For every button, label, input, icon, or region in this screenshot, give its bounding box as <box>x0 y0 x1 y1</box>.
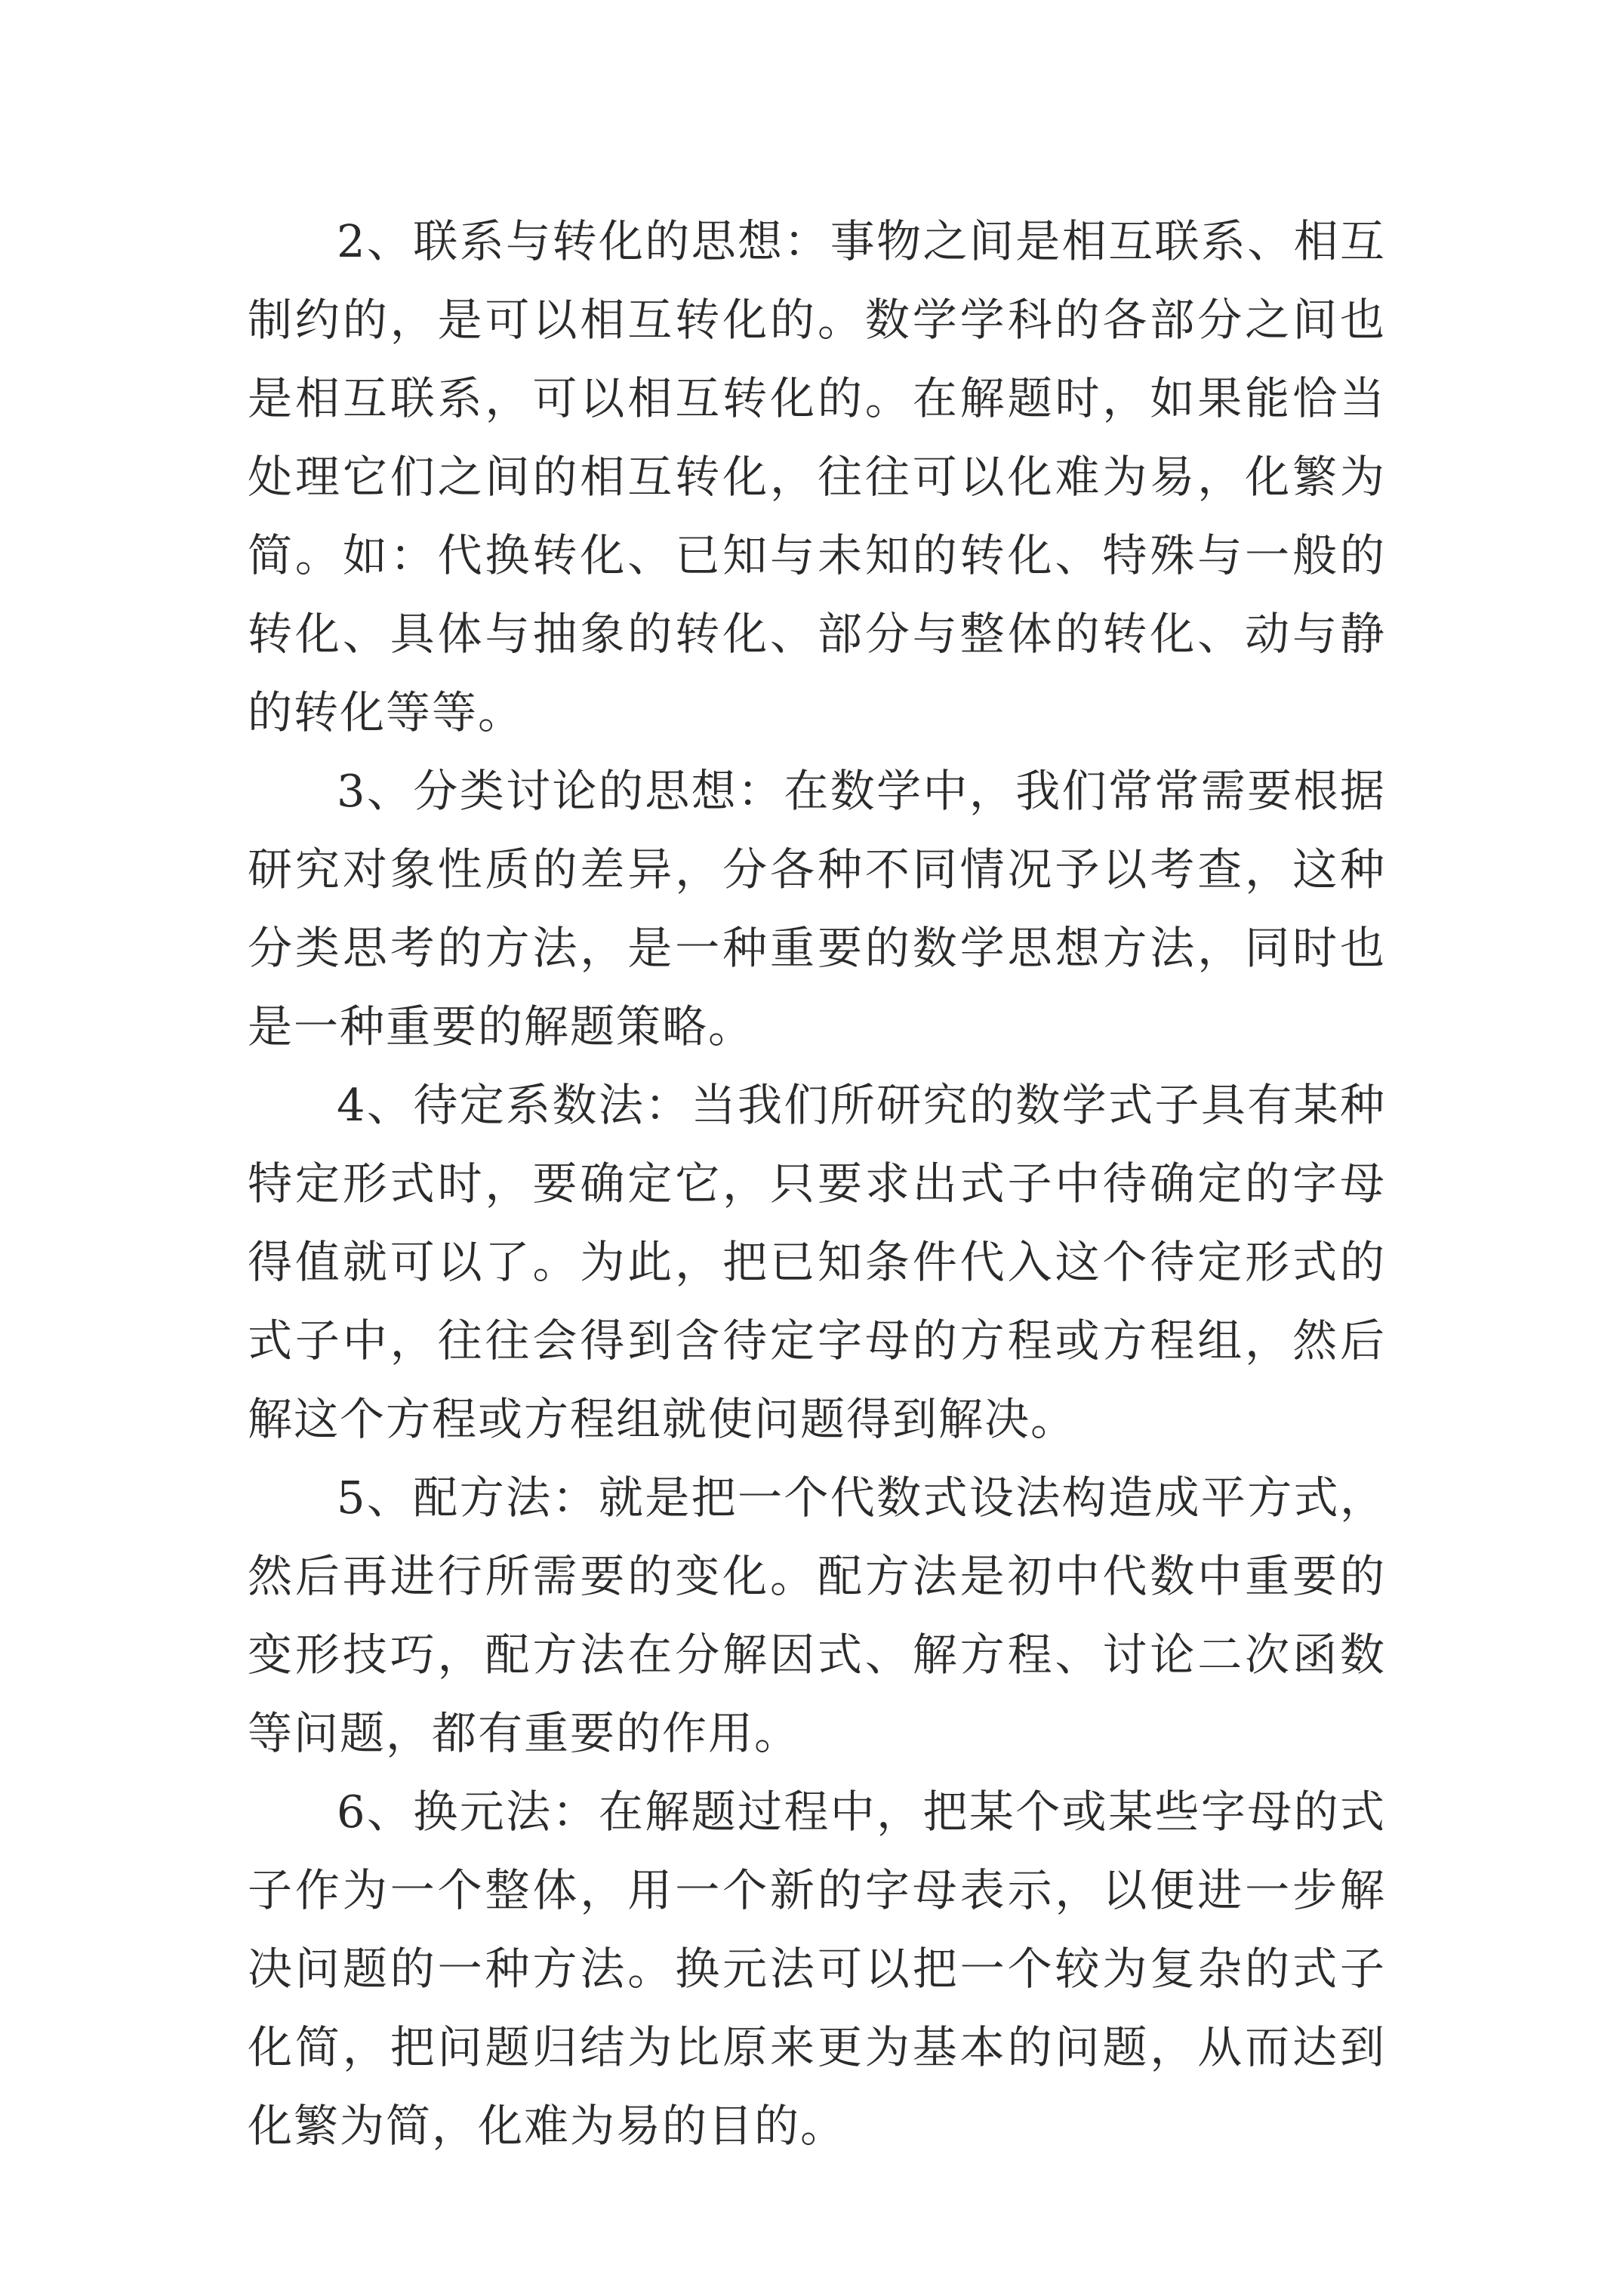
paragraph-undetermined-coefficients: 4、待定系数法：当我们所研究的数学式子具有某种特定形式时，要确定它，只要求出式子中待确定的字母得值就可以了。为此，把已知条件代入这个待定形式的式子中，往往会得到含待定字母的方程或方程组，然后解这个方程或方程组就使问题得到解决。 <box>248 1079 1386 1445</box>
paragraph-completing-square: 5、配方法：就是把一个代数式设法构造成平方式，然后再进行所需要的变化。配方法是初中代数中重要的变形技巧，配方法在分解因式、解方程、讨论二次函数等问题，都有重要的作用。 <box>248 1472 1386 1759</box>
paragraph-substitution-method: 6、换元法：在解题过程中，把某个或某些字母的式子作为一个整体，用一个新的字母表示，以便进一步解决问题的一种方法。换元法可以把一个较为复杂的式子化简，把问题归结为比原来更为基本的问题，从而达到化繁为简，化难为易的目的。 <box>248 1786 1386 2152</box>
document-body <box>248 202 1386 2165</box>
paragraph-classification-discussion: 3、分类讨论的思想：在数学中，我们常常需要根据研究对象性质的差异，分各种不同情况予以考查，这种分类思考的方法，是一种重要的数学思想方法，同时也是一种重要的解题策略。 <box>248 765 1386 1052</box>
paragraph-linkage-transformation: 2、联系与转化的思想：事物之间是相互联系、相互制约的，是可以相互转化的。数学学科的各部分之间也是相互联系，可以相互转化的。在解题时，如果能恰当处理它们之间的相互转化，往往可以化难为易，化繁为简。如：代换转化、已知与未知的转化、特殊与一般的转化、具体与抽象的转化、部分与整体的转化、动与静的转化等等。 <box>248 215 1386 738</box>
